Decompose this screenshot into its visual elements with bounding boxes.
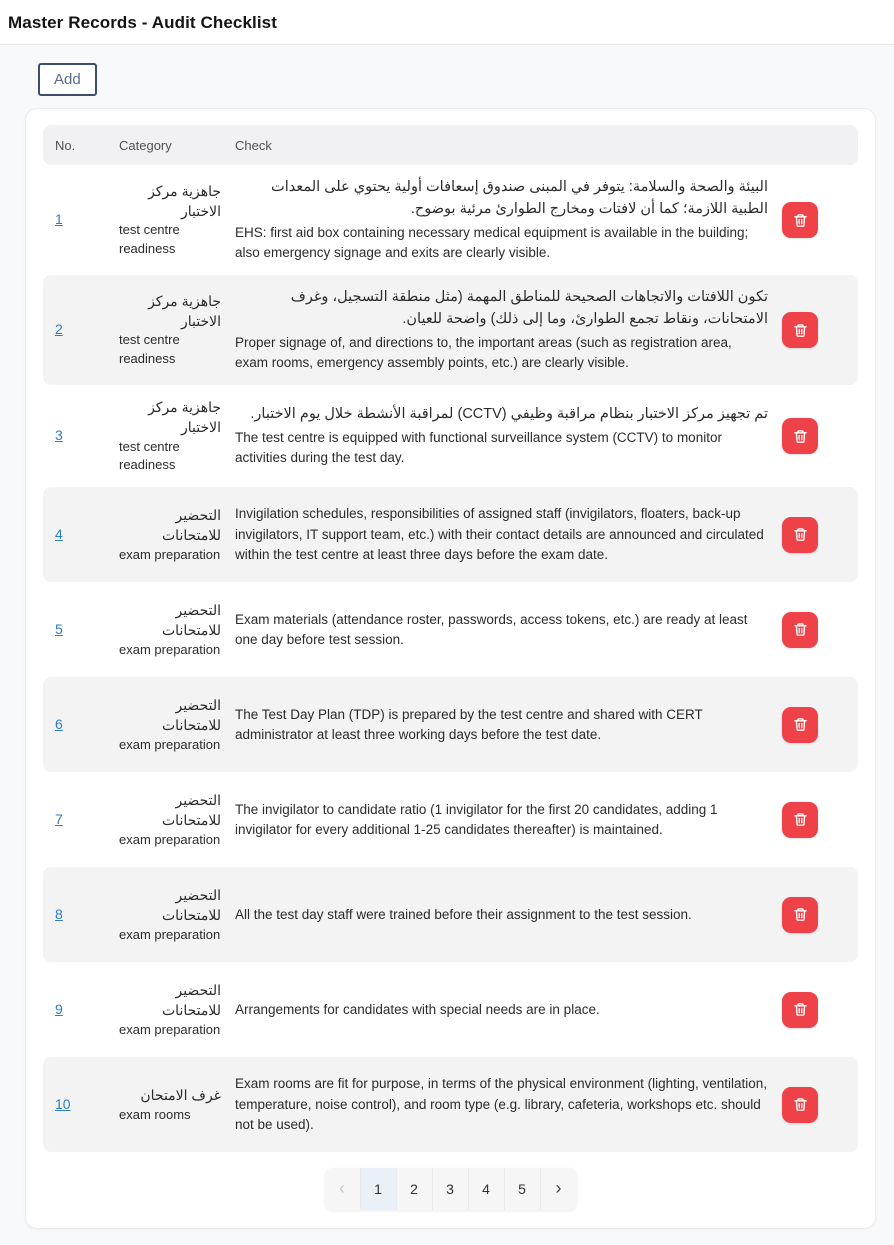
check-cell: [235, 177, 768, 263]
actions-cell: [782, 992, 846, 1028]
actions-cell: [782, 1087, 846, 1123]
actions-cell: [782, 418, 846, 454]
pagination: [325, 1168, 577, 1210]
category-cell: [119, 291, 221, 369]
delete-button[interactable]: [782, 612, 818, 648]
row-number-cell: [55, 321, 105, 339]
row-number-link[interactable]: 1: [55, 211, 63, 227]
table-row: [43, 487, 858, 582]
row-number-cell: [55, 906, 105, 924]
category-english-label: exam preparation: [119, 1021, 221, 1037]
pagination-container: [43, 1168, 858, 1210]
category-english-label: exam preparation: [119, 926, 221, 942]
trash-icon: [793, 429, 808, 444]
category-arabic-label: جاهزية مركز الاختبار: [148, 399, 221, 436]
category-english-label: exam rooms: [119, 1106, 191, 1122]
trash-icon: [793, 812, 808, 827]
trash-icon: [793, 717, 808, 732]
pagination-next-button[interactable]: ›: [541, 1168, 577, 1210]
row-number-link[interactable]: 4: [55, 525, 63, 542]
row-number-cell: [55, 716, 105, 734]
table-header: [43, 125, 858, 165]
category-cell: [119, 505, 221, 564]
pagination-prev-button[interactable]: ‹: [325, 1168, 361, 1210]
column-header-no: No.: [55, 137, 76, 153]
row-number-link[interactable]: 5: [55, 620, 63, 637]
table-row: [43, 275, 858, 385]
trash-icon: [793, 323, 808, 338]
check-english-text: The test centre is equipped with functional surveillance system (CCTV) to monitor activities during the test day.: [235, 429, 722, 466]
check-cell: [235, 287, 768, 373]
category-cell: [119, 397, 221, 475]
check-english-text: The Test Day Plan (TDP) is prepared by the test centre and shared with CERT administrator at least three working days before the test date.: [235, 706, 703, 742]
category-cell: [119, 885, 221, 944]
row-number-link[interactable]: 10: [55, 1095, 71, 1112]
check-cell: [235, 610, 768, 651]
content-area: [0, 45, 894, 1245]
trash-icon: [793, 907, 808, 922]
delete-button[interactable]: [782, 418, 818, 454]
category-arabic-label: التحضير للامتحانات: [162, 887, 221, 924]
table-row: [43, 677, 858, 772]
category-cell: [119, 181, 221, 259]
pagination-page-5[interactable]: 5: [505, 1168, 541, 1210]
category-english-label: exam preparation: [119, 736, 221, 752]
table-row: [43, 165, 858, 275]
check-english-text: Arrangements for candidates with special needs are in place.: [235, 1001, 600, 1017]
check-english-text: Exam rooms are fit for purpose, in terms of the physical environment (lighting, ventilation, temperature, noise control), and room type (e.g. library, cafeteria, workshops etc. should not be used).: [235, 1076, 767, 1132]
check-cell: [235, 1000, 768, 1020]
actions-cell: [782, 802, 846, 838]
check-english-text: The invigilator to candidate ratio (1 invigilator for the first 20 candidates, adding 1 invigilator for every additional 1-25 candidates thereafter) is maintained.: [235, 801, 718, 837]
category-arabic-label: التحضير للامتحانات: [162, 982, 221, 1019]
delete-button[interactable]: [782, 517, 818, 553]
table-row: [43, 582, 858, 677]
actions-cell: [782, 612, 846, 648]
actions-cell: [782, 202, 846, 238]
checklist-card: [25, 108, 876, 1229]
category-arabic-label: التحضير للامتحانات: [162, 792, 221, 829]
row-number-link[interactable]: 3: [55, 427, 63, 444]
trash-icon: [793, 1002, 808, 1017]
pagination-page-3[interactable]: 3: [433, 1168, 469, 1210]
row-number-link[interactable]: 7: [55, 810, 63, 827]
check-cell: [235, 905, 768, 925]
check-arabic-text: تم تجهيز مركز الاختبار بنظام مراقبة وظيفي (CCTV) لمراقبة الأنشطة خلال يوم الاختبار.: [250, 406, 768, 423]
check-cell: [235, 705, 768, 746]
category-cell: [119, 980, 221, 1039]
table-row: [43, 772, 858, 867]
category-english-label: exam preparation: [119, 831, 221, 847]
trash-icon: [793, 213, 808, 228]
row-number-link[interactable]: 8: [55, 905, 63, 922]
row-number-cell: [55, 621, 105, 639]
category-arabic-label: جاهزية مركز الاختبار: [148, 182, 221, 220]
category-cell: [119, 790, 221, 849]
category-english-label: test centre readiness: [119, 332, 180, 367]
check-arabic-text: البيئة والصحة والسلامة: يتوفر في المبنى صندوق إسعافات أولية يحتوي على المعدات الطبية اللازمة؛ كما أن لافتات ومخارج الطوارئ مرئية بوضوح.: [271, 179, 768, 217]
delete-button[interactable]: [782, 802, 818, 838]
check-arabic-text: تكون اللافتات والاتجاهات الصحيحة للمناطق المهمة (مثل منطقة التسجيل، وغرف الامتحانات، ونقاط تجمع الطوارئ، وما إلى ذلك) واضحة للعيان.: [290, 289, 768, 327]
pagination-page-2[interactable]: 2: [397, 1168, 433, 1210]
actions-cell: [782, 312, 846, 348]
category-arabic-label: غرف الامتحان: [140, 1087, 221, 1104]
row-number-link[interactable]: 2: [55, 321, 63, 337]
check-cell: [235, 404, 768, 468]
column-header-check: Check: [235, 137, 272, 153]
check-english-text: EHS: first aid box containing necessary medical equipment is available in the building; also emergency signage and exits are clearly visible.: [235, 224, 749, 260]
row-number-cell: [55, 427, 105, 445]
pagination-page-1[interactable]: 1: [361, 1168, 397, 1210]
category-arabic-label: جاهزية مركز الاختبار: [148, 292, 221, 330]
category-english-label: exam preparation: [119, 546, 221, 562]
row-number-link[interactable]: 6: [55, 715, 63, 732]
category-arabic-label: التحضير للامتحانات: [162, 602, 221, 639]
trash-icon: [793, 527, 808, 542]
category-cell: [119, 695, 221, 754]
check-english-text: Exam materials (attendance roster, passwords, access tokens, etc.) are ready at least one day before test session.: [235, 611, 748, 647]
category-cell: [119, 1085, 221, 1124]
delete-button[interactable]: [782, 202, 818, 238]
category-english-label: test centre readiness: [119, 438, 180, 473]
actions-cell: [782, 517, 846, 553]
column-header-category: Category: [119, 137, 172, 153]
table-body: [43, 165, 858, 1152]
row-number-cell: [55, 211, 105, 229]
category-english-label: test centre readiness: [119, 222, 180, 257]
table-row: [43, 1057, 858, 1152]
add-button[interactable]: Add: [38, 63, 97, 96]
trash-icon: [793, 1097, 808, 1112]
page-title: Master Records - Audit Checklist: [8, 13, 277, 32]
table-row: [43, 385, 858, 487]
actions-cell: [782, 897, 846, 933]
table-row: [43, 962, 858, 1057]
pagination-page-4[interactable]: 4: [469, 1168, 505, 1210]
category-arabic-label: التحضير للامتحانات: [162, 507, 221, 544]
row-number-cell: [55, 1096, 105, 1114]
table-row: [43, 867, 858, 962]
check-english-text: All the test day staff were trained before their assignment to the test session.: [235, 906, 692, 922]
actions-cell: [782, 707, 846, 743]
check-english-text: Invigilation schedules, responsibilities of assigned staff (invigilators, floaters, back-up invigilators, IT support team, etc.) with their contact details are announced and circulated within the test centre at least three days before the exam date.: [235, 506, 764, 562]
page-header: [0, 0, 894, 45]
delete-button[interactable]: [782, 312, 818, 348]
row-number-cell: [55, 811, 105, 829]
trash-icon: [793, 622, 808, 637]
delete-button[interactable]: [782, 1087, 818, 1123]
category-arabic-label: التحضير للامتحانات: [162, 697, 221, 734]
delete-button[interactable]: [782, 897, 818, 933]
check-english-text: Proper signage of, and directions to, the important areas (such as registration area, exam rooms, emergency assembly points, etc.) are clearly visible.: [235, 334, 732, 370]
category-english-label: exam preparation: [119, 641, 221, 657]
delete-button[interactable]: [782, 707, 818, 743]
row-number-link[interactable]: 9: [55, 1000, 63, 1017]
check-cell: [235, 800, 768, 841]
row-number-cell: [55, 526, 105, 544]
delete-button[interactable]: [782, 992, 818, 1028]
row-number-cell: [55, 1001, 105, 1019]
check-cell: [235, 1074, 768, 1135]
category-cell: [119, 600, 221, 659]
check-cell: [235, 504, 768, 565]
